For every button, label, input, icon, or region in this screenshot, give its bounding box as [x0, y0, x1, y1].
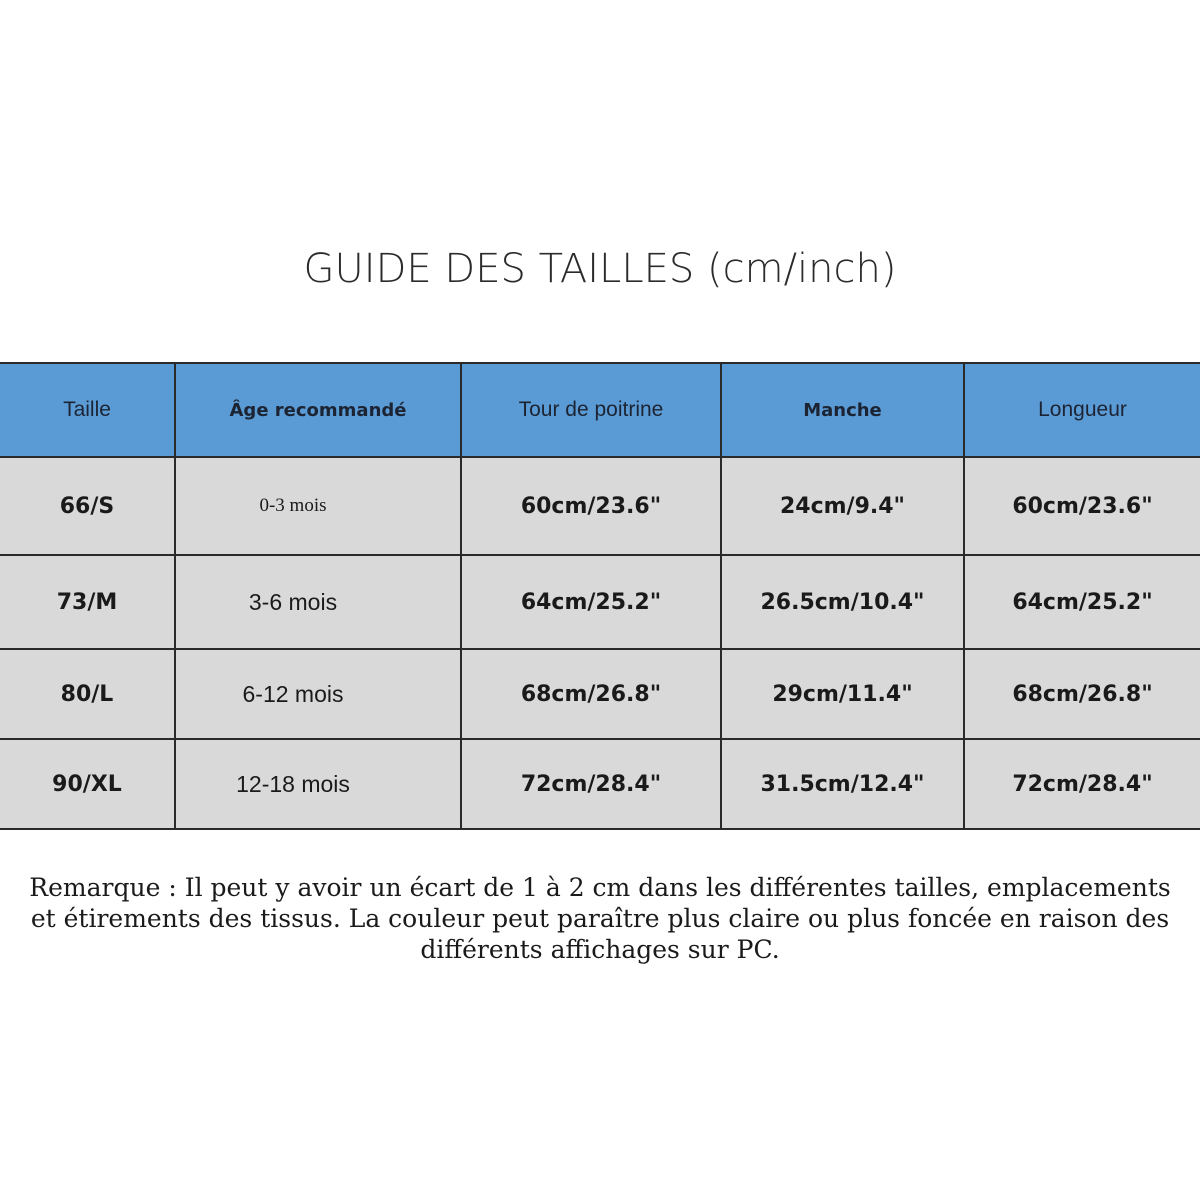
- page-title: GUIDE DES TAILLES (cm/inch): [303, 246, 897, 292]
- cell-length: 64cm/25.2": [964, 555, 1200, 649]
- cell-chest: 72cm/28.4": [461, 739, 721, 829]
- header-chest: Tour de poitrine: [461, 363, 721, 457]
- header-sleeve: Manche: [721, 363, 964, 457]
- table-row: [0, 739, 1200, 829]
- cell-chest: 68cm/26.8": [461, 649, 721, 739]
- table-header-row: [0, 363, 1200, 457]
- cell-age: 3-6 mois: [175, 555, 461, 649]
- cell-sleeve: 31.5cm/12.4": [721, 739, 964, 829]
- cell-size: 66/S: [0, 457, 175, 555]
- cell-size: 90/XL: [0, 739, 175, 829]
- cell-sleeve: 29cm/11.4": [721, 649, 964, 739]
- header-size: Taille: [0, 363, 175, 457]
- cell-size: 80/L: [0, 649, 175, 739]
- table-row: [0, 555, 1200, 649]
- cell-length: 72cm/28.4": [964, 739, 1200, 829]
- cell-sleeve: 24cm/9.4": [721, 457, 964, 555]
- cell-age: 12-18 mois: [175, 739, 461, 829]
- header-length: Longueur: [964, 363, 1200, 457]
- header-age: Âge recommandé: [175, 363, 461, 457]
- table-row: [0, 457, 1200, 555]
- cell-length: 68cm/26.8": [964, 649, 1200, 739]
- cell-sleeve: 26.5cm/10.4": [721, 555, 964, 649]
- cell-chest: 60cm/23.6": [461, 457, 721, 555]
- cell-age: 6-12 mois: [175, 649, 461, 739]
- cell-length: 60cm/23.6": [964, 457, 1200, 555]
- cell-chest: 64cm/25.2": [461, 555, 721, 649]
- cell-age: 0-3 mois: [175, 457, 461, 555]
- remark-note: Remarque : Il peut y avoir un écart de 1 à 2 cm dans les différentes tailles, emplacements et étirements des tissus. La couleur peut paraître plus claire ou plus foncée en raison des différents affichages sur PC.: [29, 873, 1171, 964]
- size-chart-table: [0, 362, 1200, 830]
- table-row: [0, 649, 1200, 739]
- cell-size: 73/M: [0, 555, 175, 649]
